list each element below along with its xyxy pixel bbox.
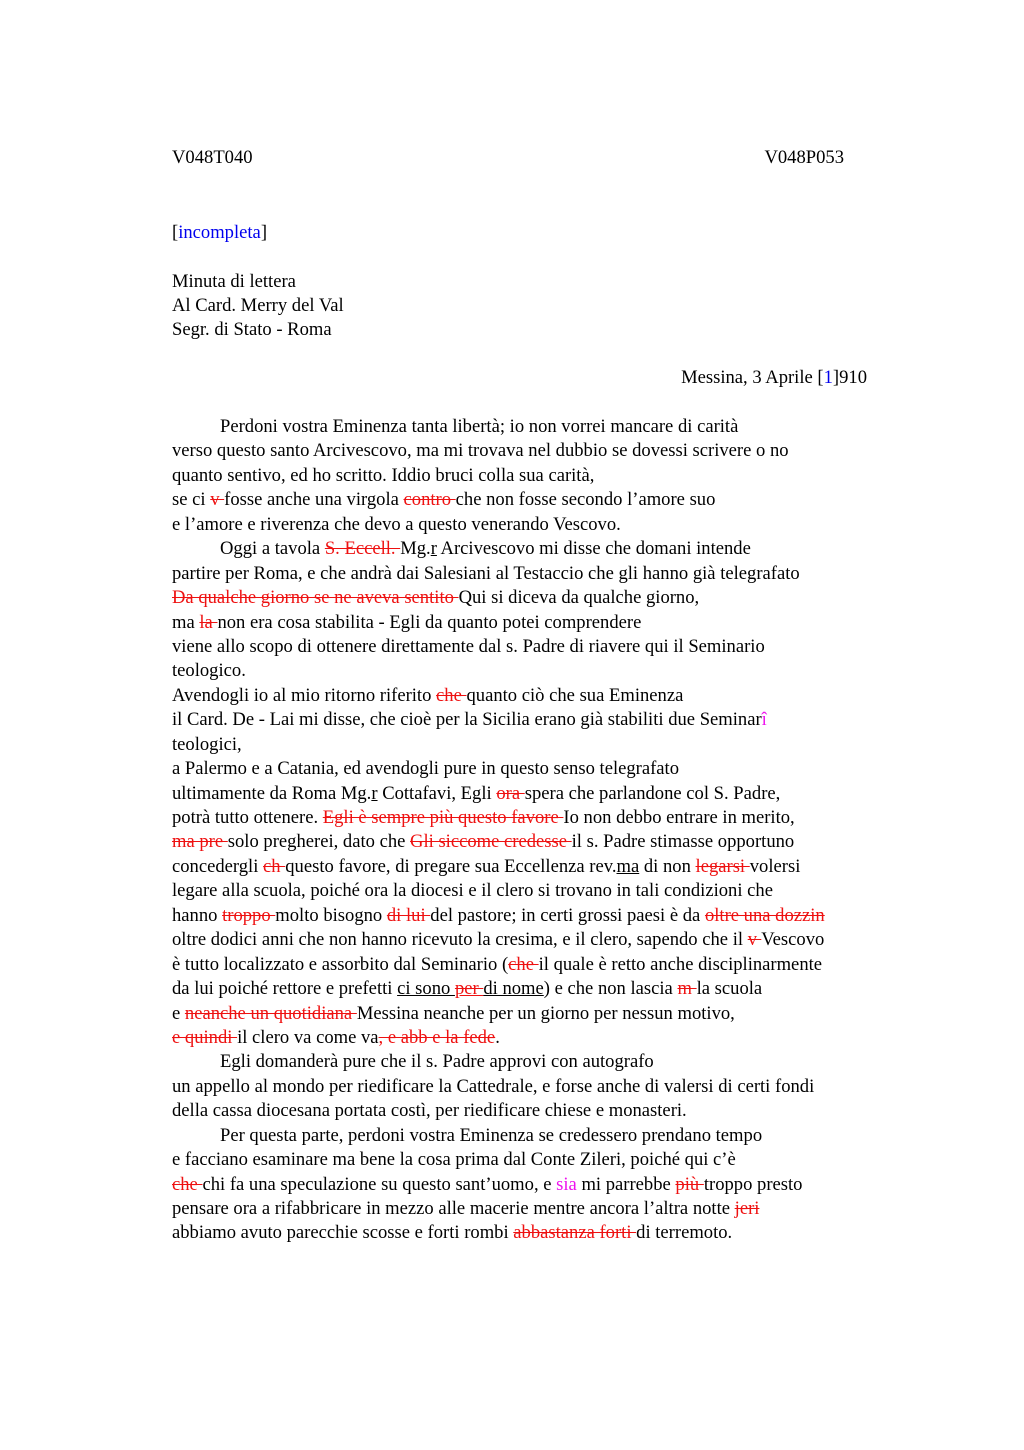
body-line	[172, 928, 912, 952]
text-segment: il quale è retto anche disciplinarmente	[538, 953, 823, 975]
dateline-pre: Messina, 3 Aprile [	[681, 367, 824, 388]
deleted-text: contro	[403, 489, 456, 511]
body-line	[172, 611, 912, 635]
deleted-text: e quindi	[172, 1026, 238, 1048]
body-line	[172, 537, 912, 561]
body-line	[172, 1124, 912, 1148]
underlined-text: di nome	[483, 978, 544, 1000]
deleted-text: che	[508, 953, 539, 975]
text-segment: concedergli	[172, 855, 264, 877]
deleted-text: Gli siccome credesse	[410, 831, 572, 853]
deleted-text: ch	[263, 855, 286, 877]
deleted-text: oltre una dozzin	[704, 904, 825, 926]
highlighted-text: î	[761, 709, 767, 731]
text-segment: Qui si diceva da qualche giorno,	[458, 587, 700, 609]
body-line	[172, 1197, 912, 1221]
text-segment: Vescovo	[761, 929, 825, 951]
underlined-text: r	[371, 782, 378, 804]
text-segment: di non	[639, 855, 696, 877]
deleted-text: , e abb e la fede	[378, 1026, 496, 1048]
letter-body	[172, 415, 912, 1246]
underlined-text: ma	[616, 855, 640, 877]
text-segment: il s. Padre stimasse opportuno	[571, 831, 795, 853]
body-line	[172, 1099, 912, 1123]
deleted-text: jeri	[734, 1198, 760, 1219]
body-line	[172, 855, 912, 879]
text-segment: il Card. De - Lai mi disse, che cioè per la Sicilia erano già stabiliti due Seminar	[172, 709, 762, 731]
text-segment: troppo presto	[703, 1173, 803, 1195]
text-segment: legare alla scuola, poiché ora la diocesi e il clero si trovano in tali condizioni che	[172, 880, 773, 902]
text-segment: Mg.	[400, 538, 431, 560]
deleted-text: più	[675, 1173, 704, 1195]
deleted-text: S. Eccell.	[324, 538, 401, 560]
document-code-right: V048P053	[764, 147, 844, 168]
text-segment: non era cosa stabilita - Egli da quanto potei comprendere	[217, 611, 642, 633]
text-segment: pensare ora a rifabbricare in mezzo alle macerie mentre ancora l’altra notte	[172, 1198, 735, 1219]
text-segment: il clero va come va	[237, 1026, 379, 1048]
bracket-close: ]	[260, 222, 268, 243]
text-segment: la scuola	[696, 978, 763, 1000]
text-segment: e facciano esaminare ma bene la cosa prima dal Conte Zileri, poiché qui c’è	[172, 1149, 736, 1171]
body-line	[172, 659, 912, 683]
text-segment: volersi	[749, 855, 801, 877]
text-segment: e l’amore e riverenza che devo a questo venerando Vescovo.	[172, 513, 621, 535]
deleted-text: Egli è sempre più questo favore	[322, 807, 564, 828]
body-line	[172, 1173, 912, 1197]
text-segment: viene allo scopo di ottenere direttamente dal s. Padre di riavere qui il Seminario	[172, 635, 765, 657]
body-line	[172, 953, 912, 977]
text-segment: che non fosse secondo l’amore suo	[455, 489, 716, 511]
underlined-text: r	[430, 538, 437, 560]
text-segment: e	[172, 1002, 185, 1024]
text-segment: del pastore; in certi grossi paesi è da	[430, 904, 705, 926]
text-segment: chi fa una speculazione su questo sant’uomo, e	[202, 1173, 557, 1195]
text-segment: Perdoni vostra Eminenza tanta libertà; io non vorrei mancare di carità	[220, 416, 739, 437]
text-segment: ultimamente da Roma Mg.	[172, 782, 372, 804]
text-segment: a Palermo e a Catania, ed avendogli pure in questo senso telegrafato	[172, 758, 680, 780]
body-line	[172, 830, 912, 854]
text-segment: fosse anche una virgola	[224, 489, 404, 511]
text-segment: hanno	[172, 904, 223, 926]
body-line	[172, 684, 912, 708]
deleted-text: troppo	[222, 904, 276, 926]
text-segment: solo pregherei, dato che	[227, 831, 411, 853]
text-segment: un appello al mondo per riedificare la Cattedrale, e forse anche di valersi di certi fondi	[172, 1075, 815, 1097]
body-line	[172, 1026, 912, 1050]
body-line	[172, 635, 912, 659]
deleted-text: m	[677, 978, 697, 1000]
text-segment: Arcivescovo mi disse che domani intende	[436, 538, 751, 560]
text-segment: molto bisogno	[275, 904, 387, 926]
body-line	[172, 1148, 912, 1172]
deleted-text: v	[210, 489, 225, 511]
text-segment: .	[495, 1026, 500, 1048]
address-line-1: Minuta di lettera	[172, 271, 296, 292]
deleted-underlined-text: per	[454, 978, 484, 1000]
body-line	[172, 439, 912, 463]
text-segment: Avendogli io al mio ritorno riferito	[172, 684, 437, 706]
highlighted-text: sia	[556, 1173, 577, 1195]
deleted-text: v	[747, 929, 762, 951]
body-line	[172, 488, 912, 512]
text-segment: potrà tutto ottenere.	[172, 807, 323, 828]
body-line	[172, 562, 912, 586]
text-segment: spera che parlandone col S. Padre,	[524, 782, 781, 804]
body-line	[172, 733, 912, 757]
address-line-3: Segr. di Stato - Roma	[172, 319, 332, 340]
body-line	[172, 586, 912, 610]
text-segment: Io non debbo entrare in merito,	[563, 807, 795, 828]
document-code-left: V048T040	[172, 147, 253, 168]
deleted-text: ma pre	[172, 831, 228, 853]
deleted-text: legarsi	[695, 855, 750, 877]
deleted-text: ora	[496, 782, 525, 804]
editor-note	[172, 221, 267, 245]
body-line	[172, 464, 912, 488]
text-segment: Oggi a tavola	[220, 538, 325, 560]
note-text: incompleta	[178, 222, 261, 243]
body-line	[172, 806, 912, 830]
body-line	[172, 513, 912, 537]
body-line	[172, 1221, 912, 1245]
text-segment: teologico.	[172, 660, 246, 682]
body-line	[172, 879, 912, 903]
dateline-post: ]910	[832, 367, 867, 388]
text-segment: teologici,	[172, 733, 242, 755]
deleted-text: che	[436, 684, 467, 706]
body-line	[172, 782, 912, 806]
text-segment: questo favore, di pregare sua Eccellenza rev.	[285, 855, 617, 877]
text-segment: da lui poiché rettore e prefetti	[172, 978, 398, 1000]
text-segment: verso questo santo Arcivescovo, ma mi trovava nel dubbio se dovessi scrivere o no	[172, 440, 789, 462]
text-segment: Egli domanderà pure che il s. Padre approvi con autografo	[220, 1051, 654, 1073]
deleted-text: Da qualche giorno se ne aveva sentito	[172, 587, 459, 609]
deleted-text: abbastanza forti	[513, 1222, 637, 1244]
text-segment: se ci	[172, 489, 211, 511]
text-segment: Cottafavi, Egli	[377, 782, 497, 804]
text-segment: ma	[172, 611, 200, 633]
text-segment: mi parrebbe	[576, 1173, 676, 1195]
body-line	[172, 1075, 912, 1099]
body-line	[172, 904, 912, 928]
text-segment: quanto ciò che sua Eminenza	[466, 684, 684, 706]
address-line-2: Al Card. Merry del Val	[172, 295, 344, 316]
text-segment: ) e che non lascia	[543, 978, 678, 1000]
text-segment: quanto sentivo, ed ho scritto. Iddio bruci colla sua carità,	[172, 464, 595, 486]
text-segment: abbiamo avuto parecchie scosse e forti rombi	[172, 1222, 514, 1244]
dateline-digit: 1	[823, 367, 833, 388]
text-segment: oltre dodici anni che non hanno ricevuto la cresima, e il clero, sapendo che il	[172, 929, 748, 951]
deleted-text: neanche un quotidiana	[184, 1002, 357, 1024]
text-segment: Messina neanche per un giorno per nessun motivo,	[356, 1002, 735, 1024]
text-segment: di terremoto.	[636, 1222, 733, 1244]
text-segment: partire per Roma, e che andrà dai Salesiani al Testaccio che gli hanno già telegrafato	[172, 562, 800, 584]
body-line	[172, 757, 912, 781]
body-line	[172, 1002, 912, 1026]
body-line	[172, 415, 912, 439]
body-line	[172, 977, 912, 1001]
bracket-open: [	[172, 222, 179, 243]
dateline	[681, 366, 867, 390]
deleted-text: che	[172, 1173, 203, 1195]
text-segment: Per questa parte, perdoni vostra Eminenza se credessero prendano tempo	[220, 1124, 763, 1146]
deleted-text: la	[199, 611, 218, 633]
text-segment: è tutto localizzato e assorbito dal Seminario (	[172, 953, 509, 975]
deleted-text: di lui	[386, 904, 431, 926]
body-line	[172, 1050, 912, 1074]
text-segment: della cassa diocesana portata costì, per riedificare chiese e monasteri.	[172, 1100, 687, 1122]
body-line	[172, 708, 912, 732]
underlined-text: ci sono	[397, 978, 455, 1000]
